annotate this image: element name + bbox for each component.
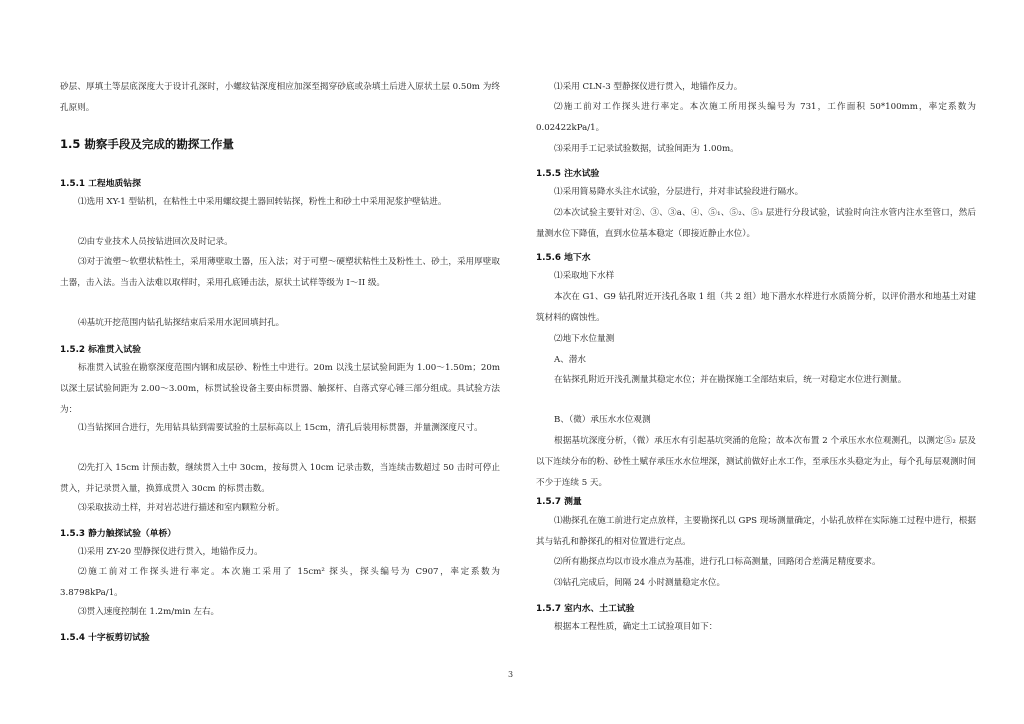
section-heading-1-5: 1.5 勘察手段及完成的勘探工作量 — [60, 137, 234, 151]
paragraph: ⑵本次试验主要针对②、③、③a、④、⑤₁、⑤₂、⑤₃ 层进行分段试验，试验时向注水管内注水至管口，然后量测水位下降值，直到水位基本稳定（即接近静止水位）。 — [536, 208, 976, 239]
paragraph: ⑴勘探孔在施工前进行定点放样，主要勘探孔以 GPS 现场测量确定，小钻孔放样在实际施工过程中进行，根据其与钻孔和静探孔的相对位置进行定点。 — [536, 516, 976, 547]
heading-1-5-5: 1.5.5 注水试验 — [536, 169, 600, 179]
heading-1-5-7-survey: 1.5.7 测量 — [536, 497, 582, 507]
paragraph: ⑵施工前对工作探头进行率定。本次施工所用探头编号为 731，工作面积 50*100mm，率定系数为 0.02422kPa/1。 — [536, 102, 976, 133]
heading-1-5-3: 1.5.3 静力触探试验（单桥） — [60, 529, 177, 539]
heading-1-5-2: 1.5.2 标准贯入试验 — [60, 345, 141, 355]
paragraph: ⑴采取地下水样 — [554, 271, 615, 281]
paragraph: ⑶采用手工记录试验数据，试验间距为 1.00m。 — [554, 144, 739, 154]
paragraph: ⑷基坑开挖范围内钻孔钻探结束后采用水泥回填封孔。 — [78, 318, 285, 328]
paragraph: ⑵所有勘探点均以市设水准点为基准，进行孔口标高测量，回路闭合差满足精度要求。 — [554, 557, 881, 567]
heading-1-5-1: 1.5.1 工程地质钻探 — [60, 179, 141, 189]
paragraph: ⑵先打入 15cm 计预击数，继续贯入土中 30cm，按每贯入 10cm 记录击数，当连续击数超过 50 击时可停止贯入，并记录贯入量，换算成贯入 30cm 的标贯击数。 — [60, 463, 500, 494]
paragraph: ⑴采用 ZY-20 型静探仪进行贯入，地锚作反力。 — [78, 547, 263, 557]
heading-1-5-7-lab-tests: 1.5.7 室内水、土工试验 — [536, 604, 635, 614]
page-number: 3 — [508, 670, 514, 679]
paragraph: ⑴采用简易降水头注水试验，分层进行，并对非试验段进行隔水。 — [554, 187, 804, 197]
heading-1-5-6: 1.5.6 地下水 — [536, 253, 591, 263]
paragraph: 本次在 G1、G9 钻孔附近开浅孔各取 1 组（共 2 组）地下潜水水样进行水质简分析，以评价潜水和地基土对建筑材料的腐蚀性。 — [536, 292, 976, 323]
paragraph: ⑶采取拔动土样，并对岩芯进行描述和室内颗粒分析。 — [78, 503, 285, 513]
paragraph: 在钻探孔附近开浅孔测量其稳定水位；并在勘探施工全部结束后，统一对稳定水位进行测量。 — [554, 375, 907, 385]
paragraph: 根据基坑深度分析，（微）承压水有引起基坑突涌的危险；故本次布置 2 个承压水水位观测孔，以测定⑤₂ 层及以下连续分布的粉、砂性土赋存承压水水位埋深，测试前做好止水工作，至承压水头稳定为止，每个孔每层观测时间不少于连续 5 天。 — [536, 436, 976, 488]
paragraph: 根据本工程性质，确定土工试验项目如下： — [554, 622, 718, 632]
paragraph: ⑴采用 CLN-3 型静探仪进行贯入，地锚作反力。 — [554, 82, 743, 92]
paragraph: ⑵地下水位量测 — [554, 334, 615, 344]
paragraph: ⑶贯入速度控制在 1.2m/min 左右。 — [78, 607, 220, 617]
paragraph: ⑶对于流塑～软塑状粘性土，采用薄壁取土器，压入法；对于可塑～硬塑状粘性土及粉性土、砂土，采用厚壁取土器，击入法。当击入法难以取样时，采用孔底锤击法，原状土试样等级为 I～II 级。 — [60, 257, 500, 288]
paragraph: A、潜水 — [554, 355, 586, 365]
paragraph: ⑵施工前对工作探头进行率定。本次施工采用了 15cm² 探头，探头编号为 C907，率定系数为 3.8798kPa/1。 — [60, 567, 500, 598]
paragraph: ⑶钻孔完成后，间隔 24 小时测量稳定水位。 — [554, 578, 726, 588]
heading-1-5-4: 1.5.4 十字板剪切试验 — [60, 633, 150, 643]
paragraph: ⑴当钻探回合进行，先用钻具钻到需要试验的土层标高以上 15cm，清孔后装用标贯器，并量测深度尺寸。 — [78, 423, 483, 433]
paragraph: B、（微）承压水水位观测 — [554, 415, 651, 425]
intro-paragraph: 砂层、厚填土等层底深度大于设计孔深时，小螺纹钻深度相应加深至揭穿砂底或杂填土后进入原状土层 0.50m 为终孔原则。 — [60, 82, 500, 113]
paragraph: 标准贯入试验在勘察深度范围内钢和成层砂、粉性土中进行。20m 以浅土层试验间距为 1.00～1.50m；20m 以深土层试验间距为 2.00～3.00m，标贯试验设备主要由标贯器、触探杆、自落式穿心锤三部分组成。具试验方法为： — [60, 363, 500, 415]
paragraph: ⑵由专业技术人员按钻进回次及时记录。 — [78, 237, 233, 247]
paragraph: ⑴选用 XY-1 型钻机，在粘性土中采用螺纹提土器回转钻探，粉性土和砂土中采用泥浆护壁钻进。 — [78, 197, 447, 207]
